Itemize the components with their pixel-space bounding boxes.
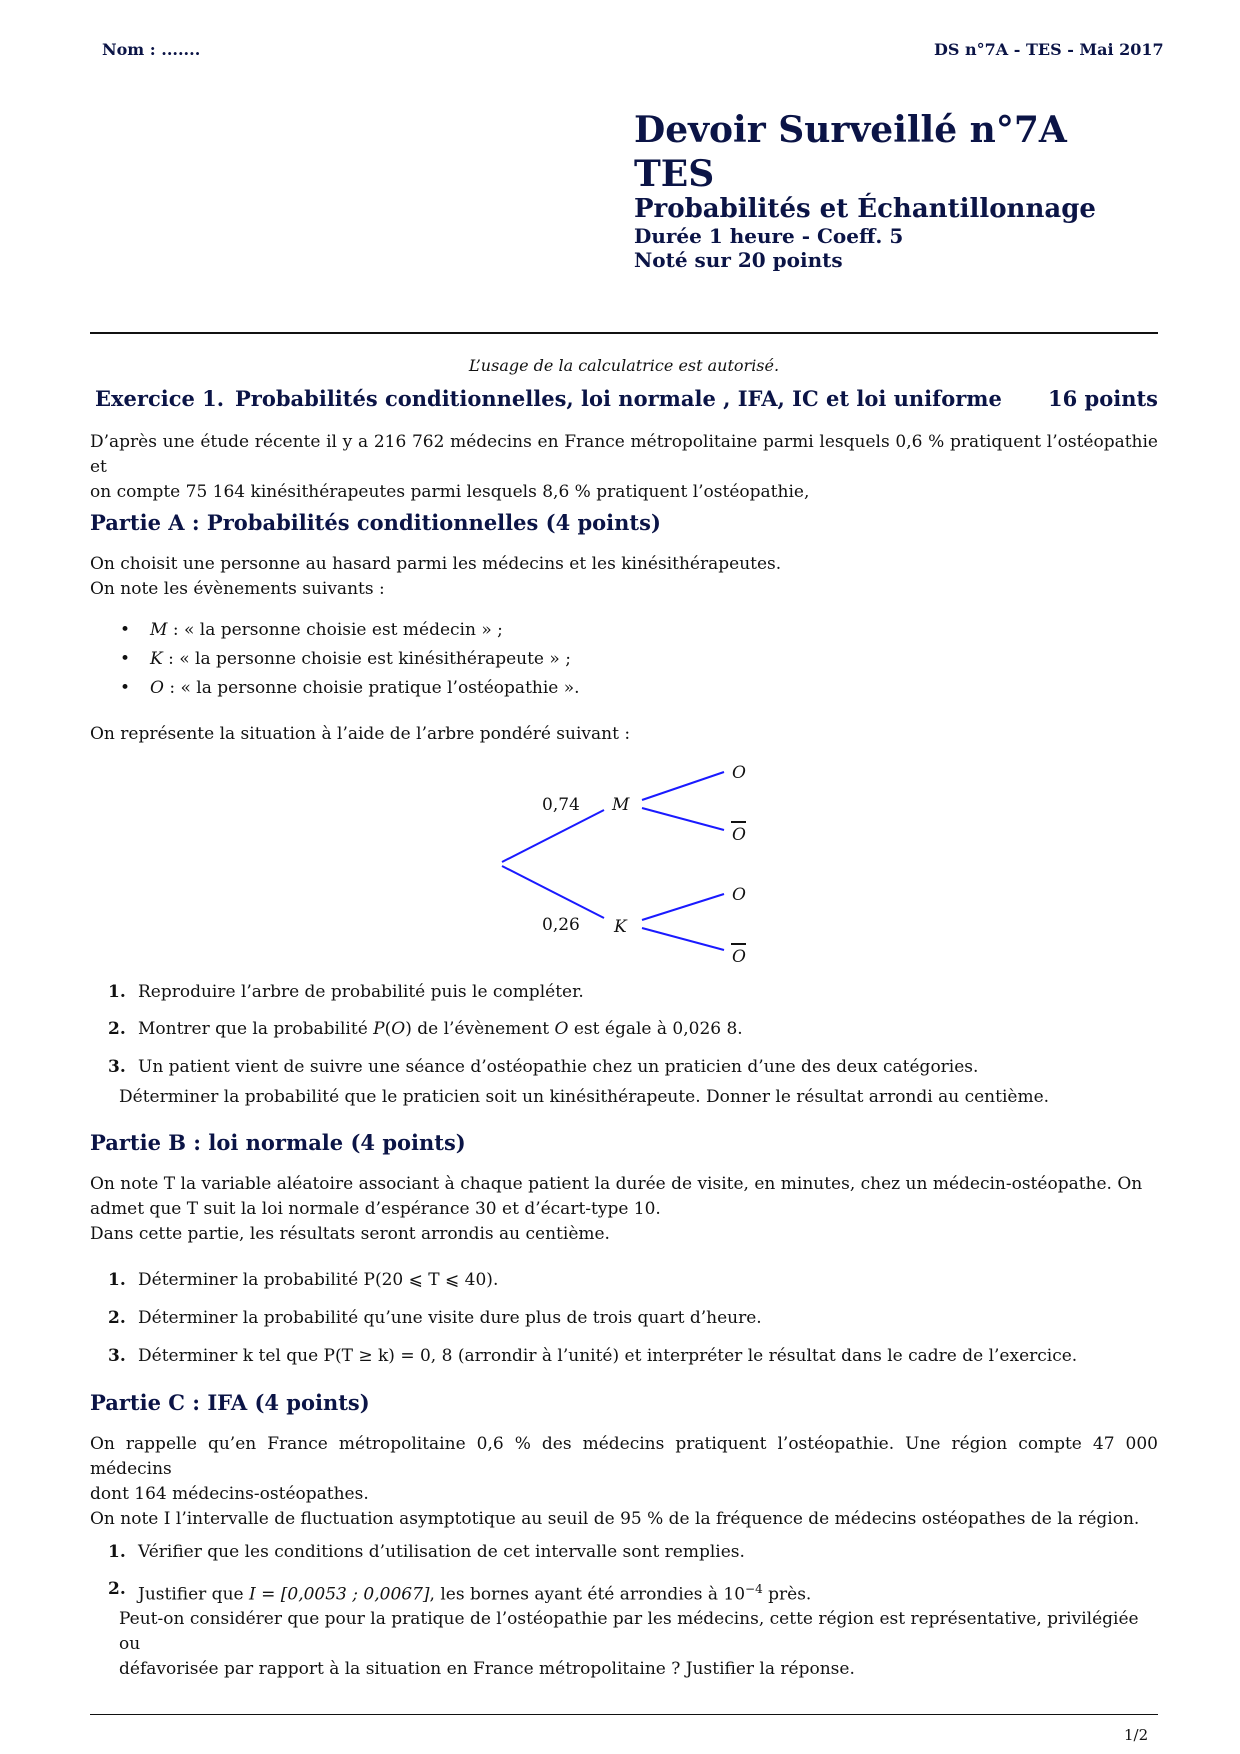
intro-line-1: D’après une étude récente il y a 216 762 médecins en France métropolitaine parmi lesquels 0,6 % pratiquent l’ostéopathie et bbox=[90, 432, 1158, 477]
tree-node-k: K bbox=[614, 917, 627, 937]
text-segment: ( bbox=[384, 1019, 392, 1039]
text-segment: Justifier que bbox=[138, 1584, 249, 1605]
bullet-icon: • bbox=[120, 620, 131, 640]
question-text: Déterminer la probabilité qu’une visite dure plus de trois quart d’heure. bbox=[138, 1308, 762, 1328]
question-number: 1. bbox=[108, 1270, 126, 1290]
part-b-p1: On note T la variable aléatoire associant à chaque patient la durée de visite, en minutes, chez un médecin-ostéopathe. On bbox=[90, 1174, 1143, 1194]
part-b-p3: Dans cette partie, les résultats seront arrondis au centième. bbox=[90, 1224, 610, 1244]
question-c2-cont-1: Peut-on considérer que pour la pratique de l’ostéopathie par les médecins, cette région est représentative, privilégiée ou bbox=[119, 1609, 1139, 1654]
tree-branch-m-o bbox=[642, 772, 724, 800]
grading-scale: Noté sur 20 points bbox=[634, 248, 843, 272]
page-title: Devoir Surveillé n°7A bbox=[634, 109, 1067, 151]
subject-title: Probabilités et Échantillonnage bbox=[634, 194, 1096, 224]
exercise-points: 16 points bbox=[1048, 386, 1158, 411]
part-c-p3: On note I l’intervalle de fluctuation asymptotique au seuil de 95 % de la fréquence de médecins ostéopathes de la région. bbox=[90, 1509, 1140, 1529]
tree-branch-m-obar bbox=[642, 808, 724, 830]
event-description: : « la personne choisie est médecin » ; bbox=[167, 620, 503, 640]
class-name: TES bbox=[634, 153, 715, 195]
question-number: 1. bbox=[108, 982, 126, 1002]
page-number: 1/2 bbox=[1124, 1726, 1149, 1744]
event-variable: K bbox=[150, 649, 163, 669]
header-test-info: DS n°7A - TES - Mai 2017 bbox=[934, 40, 1164, 59]
question-number: 3. bbox=[108, 1346, 126, 1366]
header-name-field: Nom : ....... bbox=[102, 40, 201, 59]
bullet-icon: • bbox=[120, 649, 131, 669]
part-b-p2: admet que T suit la loi normale d’espérance 30 et d’écart-type 10. bbox=[90, 1199, 661, 1219]
question-text: Déterminer la probabilité P(20 ⩽ T ⩽ 40). bbox=[138, 1270, 499, 1290]
question-number: 1. bbox=[108, 1542, 126, 1562]
exponent: −4 bbox=[745, 1582, 763, 1596]
tree-prob-k: 0,26 bbox=[542, 915, 580, 935]
question-number: 2. bbox=[108, 1019, 126, 1039]
part-c-p1: On rappelle qu’en France métropolitaine 0,6 % des médecins pratiquent l’ostéopathie. Une région compte 47 000 médecins bbox=[90, 1434, 1158, 1479]
question-text: Déterminer k tel que P(T ≥ k) = 0, 8 (arrondir à l’unité) et interpréter le résultat dans le cadre de l’exercice. bbox=[138, 1346, 1078, 1366]
bullet-icon: • bbox=[120, 678, 131, 698]
duration-coeff: Durée 1 heure - Coeff. 5 bbox=[634, 224, 904, 248]
text-segment: , les bornes ayant été arrondies à 10 bbox=[429, 1584, 746, 1605]
part-c-p2: dont 164 médecins-ostéopathes. bbox=[90, 1484, 369, 1504]
question-text bbox=[138, 1017, 743, 1042]
part-c-title: Partie C : IFA (4 points) bbox=[90, 1390, 370, 1415]
question-c2-cont-2: défavorisée par rapport à la situation en France métropolitaine ? Justifier la réponse. bbox=[119, 1659, 855, 1679]
math-var: P bbox=[373, 1019, 385, 1039]
part-b-intro bbox=[90, 1172, 1158, 1247]
part-a-p1: On choisit une personne au hasard parmi les médecins et les kinésithérapeutes. bbox=[90, 554, 782, 574]
question-text bbox=[138, 1577, 811, 1608]
question-a3-continuation: Déterminer la probabilité que le praticien soit un kinésithérapeute. Donner le résultat arrondi au centième. bbox=[119, 1087, 1050, 1107]
math-var: O bbox=[391, 1019, 406, 1039]
tree-branch-k-obar bbox=[642, 928, 724, 950]
tree-prob-m: 0,74 bbox=[542, 795, 580, 815]
question-text: Reproduire l’arbre de probabilité puis le compléter. bbox=[138, 982, 584, 1002]
exercise-label: Exercice 1. bbox=[95, 386, 225, 411]
math-var: O bbox=[554, 1019, 569, 1039]
question-text: Un patient vient de suivre une séance d’ostéopathie chez un praticien d’une des deux catégories. bbox=[138, 1057, 979, 1077]
question-text: Vérifier que les conditions d’utilisation de cet intervalle sont remplies. bbox=[138, 1542, 745, 1562]
tree-branch-k bbox=[502, 866, 604, 918]
tree-leaf-o-1: O bbox=[732, 763, 746, 783]
part-c-intro bbox=[90, 1432, 1158, 1532]
question-number: 2. bbox=[108, 1579, 126, 1599]
tree-branch-k-o bbox=[642, 894, 724, 920]
part-a-title: Partie A : Probabilités conditionnelles (4 points) bbox=[90, 510, 661, 535]
text-segment: près. bbox=[762, 1584, 812, 1605]
footer-divider bbox=[90, 1714, 1158, 1715]
event-variable: O bbox=[150, 678, 164, 698]
tree-node-m: M bbox=[612, 795, 630, 815]
event-description: : « la personne choisie pratique l’ostéopathie ». bbox=[163, 678, 580, 698]
text-segment: est égale à 0,026 8. bbox=[568, 1019, 743, 1039]
exercise-title: Probabilités conditionnelles, loi normale , IFA, IC et loi uniforme bbox=[235, 386, 1002, 411]
text-segment: ) de l’évènement bbox=[405, 1019, 555, 1039]
calculator-note: L’usage de la calculatrice est autorisé. bbox=[468, 356, 780, 375]
part-b-title: Partie B : loi normale (4 points) bbox=[90, 1130, 466, 1155]
tree-leaf-o-2: O bbox=[732, 885, 746, 905]
text-segment: Montrer que la probabilité bbox=[138, 1019, 374, 1039]
question-number: 3. bbox=[108, 1057, 126, 1077]
tree-leaf-obar-1: O bbox=[732, 825, 746, 845]
intro-line-2: on compte 75 164 kinésithérapeutes parmi lesquels 8,6 % pratiquent l’ostéopathie, bbox=[90, 482, 810, 502]
event-variable: M bbox=[150, 620, 168, 640]
question-c2-continuation bbox=[119, 1607, 1158, 1682]
event-description: : « la personne choisie est kinésithérapeute » ; bbox=[162, 649, 571, 669]
math-interval: I = [0,0053 ; 0,0067] bbox=[248, 1584, 430, 1605]
question-number: 2. bbox=[108, 1308, 126, 1328]
part-a-p2: On note les évènements suivants : bbox=[90, 579, 385, 599]
tree-branch-m bbox=[502, 810, 604, 862]
tree-intro: On représente la situation à l’aide de l’arbre pondéré suivant : bbox=[90, 724, 631, 744]
tree-leaf-obar-2: O bbox=[732, 947, 746, 967]
